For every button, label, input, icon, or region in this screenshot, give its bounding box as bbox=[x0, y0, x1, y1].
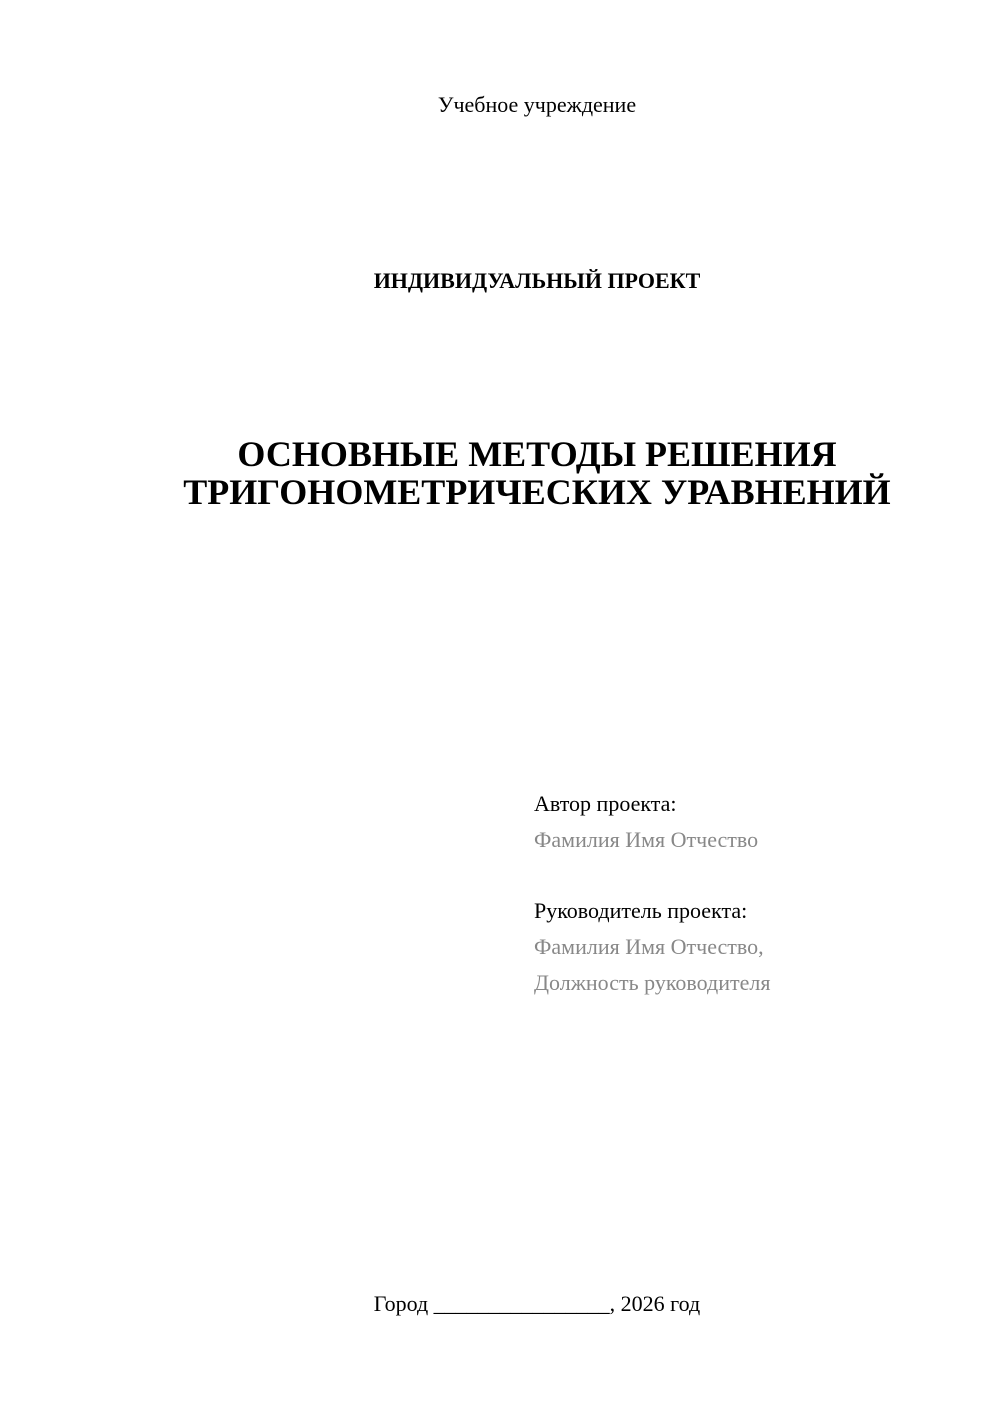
author-block bbox=[534, 786, 974, 858]
supervisor-name: Фамилия Имя Отчество, bbox=[534, 934, 764, 959]
supervisor-position: Должность руководителя bbox=[534, 970, 771, 995]
project-title-line-1: ОСНОВНЫЕ МЕТОДЫ РЕШЕНИЯ bbox=[237, 434, 837, 474]
project-title-line-2: ТРИГОНОМЕТРИЧЕСКИХ УРАВНЕНИЙ bbox=[183, 472, 891, 512]
author-label: Автор проекта: bbox=[534, 791, 677, 816]
author-name: Фамилия Имя Отчество bbox=[534, 827, 759, 852]
project-title bbox=[72, 435, 1000, 511]
city-year-footer: Город ________________, 2026 год bbox=[373, 1291, 701, 1316]
supervisor-label: Руководитель проекта: bbox=[534, 898, 748, 923]
document-type: ИНДИВИДУАЛЬНЫЙ ПРОЕКТ bbox=[373, 268, 701, 293]
institution-name: Учебное учреждение bbox=[437, 92, 637, 117]
supervisor-block bbox=[534, 893, 974, 1001]
